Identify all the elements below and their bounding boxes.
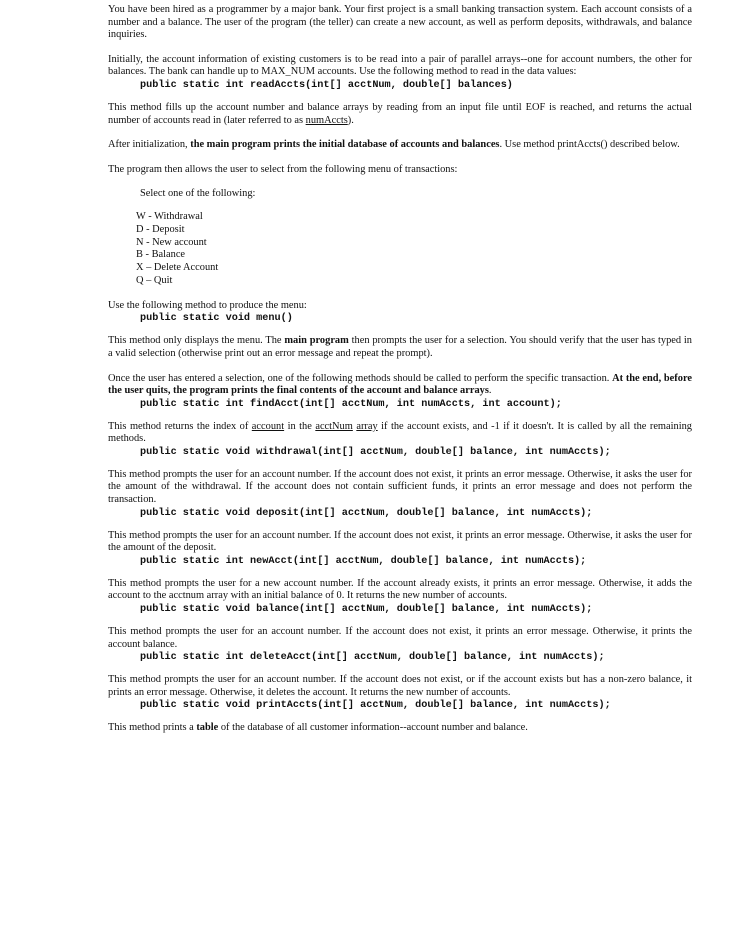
menu-use-paragraph: Use the following method to produce the menu:: [108, 299, 307, 311]
new-acct-signature: public static int newAcct(int[] acctNum, double[] balance, int numAccts);: [140, 555, 587, 567]
menu-description: This method only displays the menu. The main program then prompts the user for a selection. You should verify that the user has typed in a valid selection (otherwise print out an error message and repeat the prompt).: [108, 335, 692, 359]
num-accts-ref: numAccts: [305, 114, 348, 126]
assignment-document: [108, 4, 692, 735]
menu-item: Q – Quit: [136, 274, 173, 286]
withdrawal-description: This method prompts the user for an account number. If the account does not exist, it prints an error message. Otherwise, it asks the user for the amount of the withdrawal. If the account does not contain sufficient funds, it prints an error message and does not perform the transaction.: [108, 468, 692, 506]
menu-item: W - Withdrawal: [136, 210, 203, 222]
menu-item: D - Deposit: [136, 223, 185, 235]
intro-paragraph: You have been hired as a programmer by a major bank. Your first project is a small banking transaction system. Each account consists of a number and a balance. The user of the program (the teller) can create a new account, as well as perform deposits, withdrawals, and balance inquiries.: [108, 4, 692, 41]
init-paragraph: Initially, the account information of existing customers is to be read into a pair of parallel arrays--one for account numbers, the other for balances. The bank can handle up to MAX_NUM accounts. Use the following method to read in the data values:: [108, 53, 692, 78]
read-accts-description: This method fills up the account number and balance arrays by reading from an input file until EOF is reached, and returns the actual number of accounts read in (later referred to as numAccts).: [108, 101, 692, 126]
deposit-description: This method prompts the user for an account number. If the account does not exist, it prints an error message. Otherwise, it asks the user for the amount of the deposit.: [108, 529, 692, 554]
delete-acct-signature: public static int deleteAcct(int[] acctNum, double[] balance, int numAccts);: [140, 652, 605, 664]
find-acct-description: This method returns the index of account in the acctNum array if the account exists, and -1 if it doesn't. It is called by all the remaining methods.: [108, 420, 692, 445]
print-accts-signature: public static void printAccts(int[] acctNum, double[] balance, int numAccts);: [140, 700, 611, 712]
menu-item: B - Balance: [136, 249, 186, 261]
balance-signature: public static void balance(int[] acctNum, double[] balance, int numAccts);: [140, 604, 593, 616]
delete-acct-description: This method prompts the user for an account number. If the account does not exist, or if the account exists but has a non-zero balance, it prints an error message. Otherwise, it deletes the account. It returns the new number of accounts.: [108, 674, 692, 698]
menu-list: [108, 211, 692, 288]
menu-item: N - New account: [136, 236, 207, 248]
read-accts-signature: public static int readAccts(int[] acctNum, double[] balances): [140, 79, 513, 91]
menu-intro: The program then allows the user to select from the following menu of transactions:: [108, 163, 458, 175]
balance-description: This method prompts the user for an account number. If the account does not exist, it prints an error message. Otherwise, it prints the account balance.: [108, 626, 692, 650]
withdrawal-signature: public static void withdrawal(int[] acctNum, double[] balance, int numAccts);: [140, 446, 611, 458]
menu-signature: public static void menu(): [140, 313, 293, 325]
print-accts-description: This method prints a table of the database of all customer information--account number and balance.: [108, 722, 528, 734]
new-acct-description: This method prompts the user for a new account number. If the account already exists, it prints an error message. Otherwise, it adds the account to the acctnum array with an initial balance of 0. It returns the new number of accounts.: [108, 577, 692, 602]
after-init-paragraph: After initialization, the main program prints the initial database of accounts and balances. Use method printAccts() described below.: [108, 139, 680, 151]
find-acct-signature: public static int findAcct(int[] acctNum, int numAccts, int account);: [140, 398, 562, 410]
menu-item: X – Delete Account: [136, 262, 219, 274]
once-paragraph: Once the user has entered a selection, one of the following methods should be called to perform the specific transaction. At the end, before the user quits, the program prints the final contents of the account and balance arrays.: [108, 372, 692, 397]
deposit-signature: public static void deposit(int[] acctNum, double[] balance, int numAccts);: [140, 507, 593, 519]
menu-title: Select one of the following:: [140, 188, 256, 200]
